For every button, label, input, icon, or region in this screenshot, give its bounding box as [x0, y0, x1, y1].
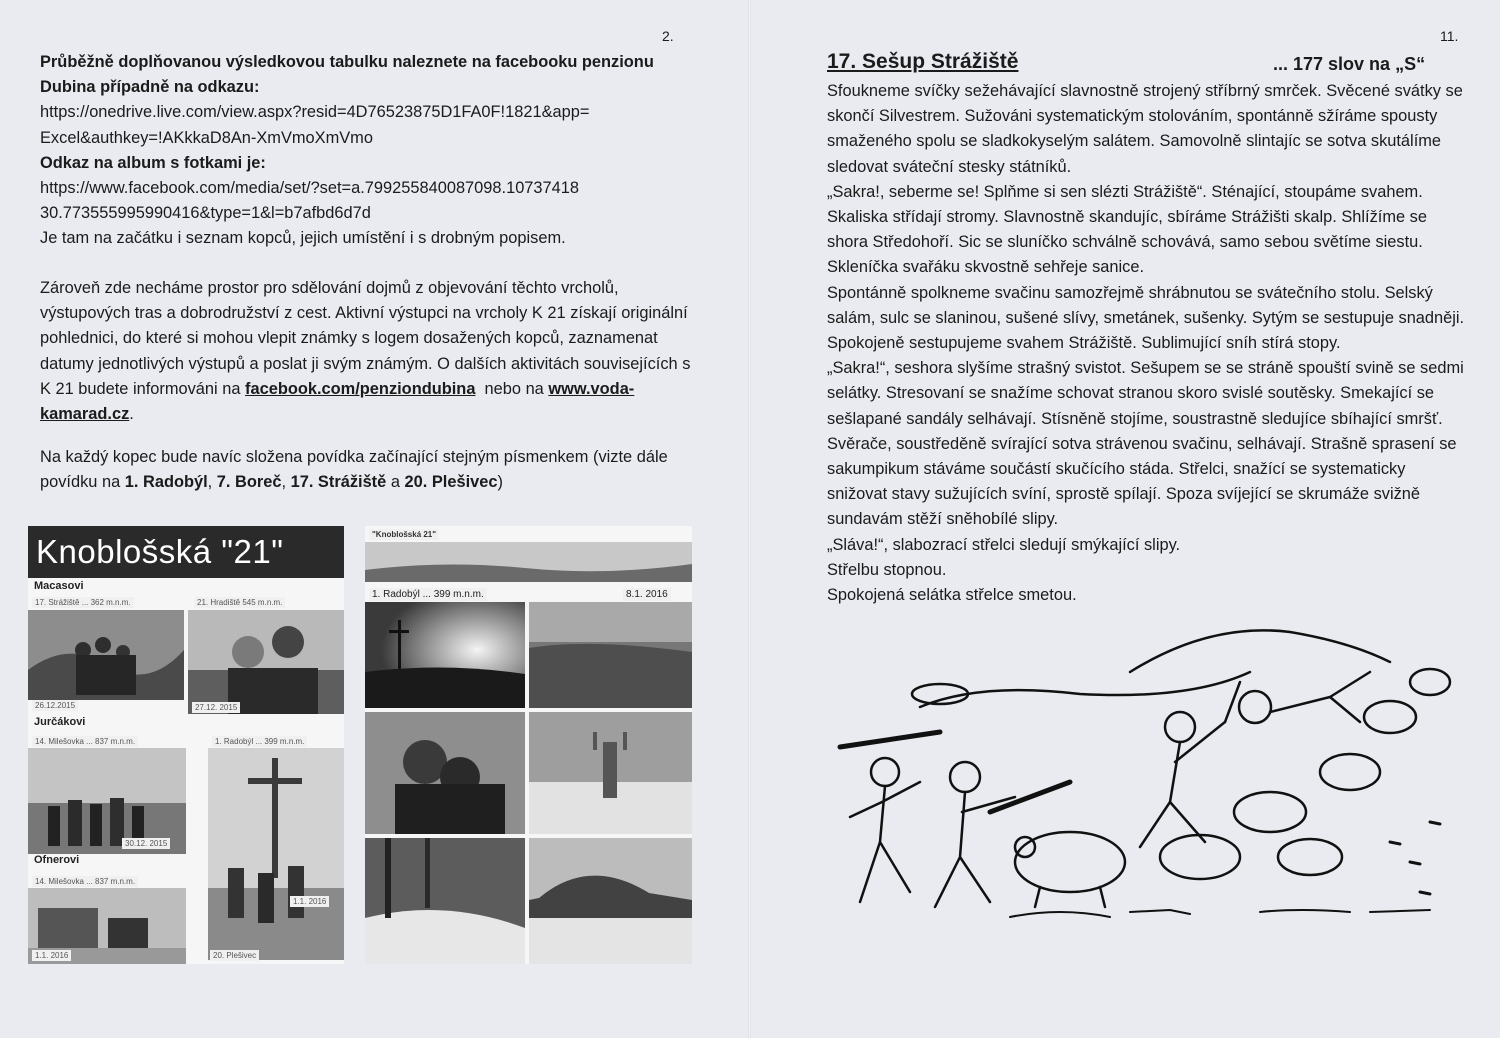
or-text: nebo na	[484, 379, 544, 398]
facebook-link[interactable]: facebook.com/penziondubina	[245, 379, 476, 398]
photo-snowy-forest	[365, 838, 525, 964]
stories-paragraph	[40, 445, 700, 495]
photo-date: 30.12. 2015	[122, 838, 170, 849]
photo-collage-left	[28, 526, 344, 964]
story-paragraph: Spontánně spolkneme svačinu samozřejmě shrábnutou se svátečního stolu. Selský salám, sulc se slaninou, sušené slívy, smetánek, sušenky. Sytým se sestupuje snadněji. Spokojeně sestupujeme svahem Strážiště. Sublimující sníh stírá stopy.	[827, 283, 1465, 353]
photo-date: 27.12. 2015	[192, 702, 240, 713]
links-section	[40, 50, 700, 252]
photo-caption: 1. Radobýl ... 399 m.n.m.	[369, 588, 487, 601]
word-count-tag: ... 177 slov na „S“	[1273, 54, 1426, 74]
story-body	[827, 79, 1467, 608]
photo-hradiste-couple	[188, 610, 344, 714]
separator: ,	[207, 473, 213, 492]
photo-caption: 14. Milešovka ... 837 m.n.m.	[32, 876, 138, 887]
photo-collage-right	[365, 526, 692, 964]
photo-panorama	[365, 542, 692, 582]
separator: ,	[281, 473, 287, 492]
story-ref-plesivec: 20. Plešivec	[404, 473, 498, 492]
activities-text: Zároveň zde necháme prostor pro sdělování dojmů z objevování těchto vrcholů, výstupových tras a dobrodružství z cest. Aktivní výstupci na vrcholy K 21 získají originální pohlednici, do které si mohou vlepit známky s logem dosažených kopců, zaznamenat datumy jednotlivých výstupů a poslat ji svým známým. O dalších aktivitách souvisejících s K 21 budete informováni na	[40, 279, 691, 398]
photo-caption: 20. Plešivec	[210, 950, 259, 961]
and-text: a	[390, 473, 400, 492]
group-label-ofnerovi: Ofnerovi	[34, 854, 80, 866]
photo-caption: 21. Hradiště 545 m.n.m.	[194, 597, 285, 608]
story-paragraph: „Sláva!“, slabozrací střelci sledují smýkající slipy.	[827, 535, 1181, 554]
album-heading: Odkaz na album s fotkami je:	[40, 153, 266, 172]
page-number-right: 11.	[1440, 28, 1459, 44]
photo-summit-arms-up	[529, 712, 692, 834]
story-title: 17. Sešup Strážiště	[827, 50, 1019, 73]
activities-paragraph	[40, 276, 700, 427]
stories-text: Na každý kopec bude navíc složena povídka začínající stejným písmenkem (vizte dále povídku na	[40, 448, 668, 492]
photo-hill-landscape	[529, 838, 692, 964]
story-ref-straziste: 17. Strážiště	[290, 473, 387, 492]
close-paren: )	[497, 473, 503, 492]
photo-selfie-snow	[365, 712, 525, 834]
website-link[interactable]: www.voda-kamarad.cz	[40, 379, 635, 424]
photo-date: 8.1. 2016	[623, 588, 671, 601]
album-link-line-1[interactable]: https://www.facebook.com/media/set/?set=a.799255840087098.10737418	[40, 179, 580, 198]
story-paragraph: „Sakra!, seberme se! Splňme si sen slézti Strážiště“. Sténající, stoupáme svahem. Skaliska střídají stromy. Slavnostně skandujíc, sbíráme Strážišti skalp. Shlížíme se shora Středohoří. Sic se sluníčko schválně schovává, samo sebou světíme siestu. Skleníčka svařáku skvostně sehřeje sanice.	[827, 182, 1427, 277]
photo-date: 1.1. 2016	[32, 950, 71, 961]
photo-straziste-group	[28, 610, 184, 700]
collage-banner: Knoblošská "21"	[28, 526, 344, 578]
page-number-left: 2.	[662, 28, 674, 44]
onedrive-link-line-1[interactable]: https://onedrive.live.com/view.aspx?resid=4D76523875D1FA0F!1821&app=	[40, 103, 590, 122]
photo-caption: 14. Milešovka ... 837 m.n.m.	[32, 736, 138, 747]
photo-radobyl-cross	[208, 748, 344, 960]
photo-caption: 17. Strážiště ... 362 m.n.m.	[32, 597, 134, 608]
cartoon-illustration	[830, 612, 1460, 932]
intro-heading: Průběžně doplňovanou výsledkovou tabulku naleznete na facebooku penzionu Dubina případně na odkazu:	[40, 53, 654, 97]
photo-date: 1.1. 2016	[290, 896, 329, 907]
end-dot: .	[129, 405, 134, 424]
collage-right-title: "Knoblošská 21"	[369, 529, 439, 540]
story-paragraph: Střelbu stopnou.	[827, 560, 947, 579]
album-link-line-2[interactable]: 30.773555995990416&type=1&l=b7afbd6d7d	[40, 204, 371, 223]
onedrive-link-line-2[interactable]: Excel&authkey=!AKkkaD8An-XmVmoXmVmo	[40, 128, 373, 147]
photo-valley-view	[529, 602, 692, 708]
story-paragraph: „Sakra!“, seshora slyšíme strašný svistot. Sešupem se se stráně spouští svině se sedmi selátky. Stresovaní se snažíme schovat stranou skoro svislé soutěsky. Smekající se sešlapané sandály selhávají. Stísněně stojíme, soustrastně sledujíce sbíhající smršť. Svěrače, soustředěně svírající sotva strávenou svačinu, selhávají. Strašně sprasení se sakumpikum stáváme součástí skučícího stáda. Střelci, snažící se systematicky snižovat stavy sužujících svíní, sprostě spílají. Spoza svíjející se skrumáže svižně sundavám stěží sněhobílé slipy.	[827, 359, 1464, 529]
photo-caption: 1. Radobýl ... 399 m.n.m.	[212, 736, 307, 747]
story-ref-radobyl: 1. Radobýl	[124, 473, 208, 492]
photo-date: 26.12.2015	[32, 700, 78, 711]
story-paragraph: Sfoukneme svíčky sežehávající slavnostně strojený stříbrný smrček. Svěcené svátky se skončí Silvestrem. Sužováni systematickým stolováním, spontánně sžíráme spousty smaženého spolu se sladkokyselým salátem. Samovolně slintajíc se sotva skutálíme sledovat sváteční stesky státníků.	[827, 82, 1463, 176]
group-label-jurcakovi: Jurčákovi	[34, 716, 86, 728]
story-ref-borec: 7. Boreč	[216, 473, 282, 492]
album-note: Je tam na začátku i seznam kopců, jejich umístění i s drobným popisem.	[40, 229, 566, 248]
photo-radobyl-sunset-cross	[365, 602, 525, 708]
story-paragraph: Spokojená selátka střelce smetou.	[827, 586, 1077, 605]
group-label-macasovi: Macasovi	[34, 580, 84, 592]
right-page	[750, 0, 1500, 1038]
